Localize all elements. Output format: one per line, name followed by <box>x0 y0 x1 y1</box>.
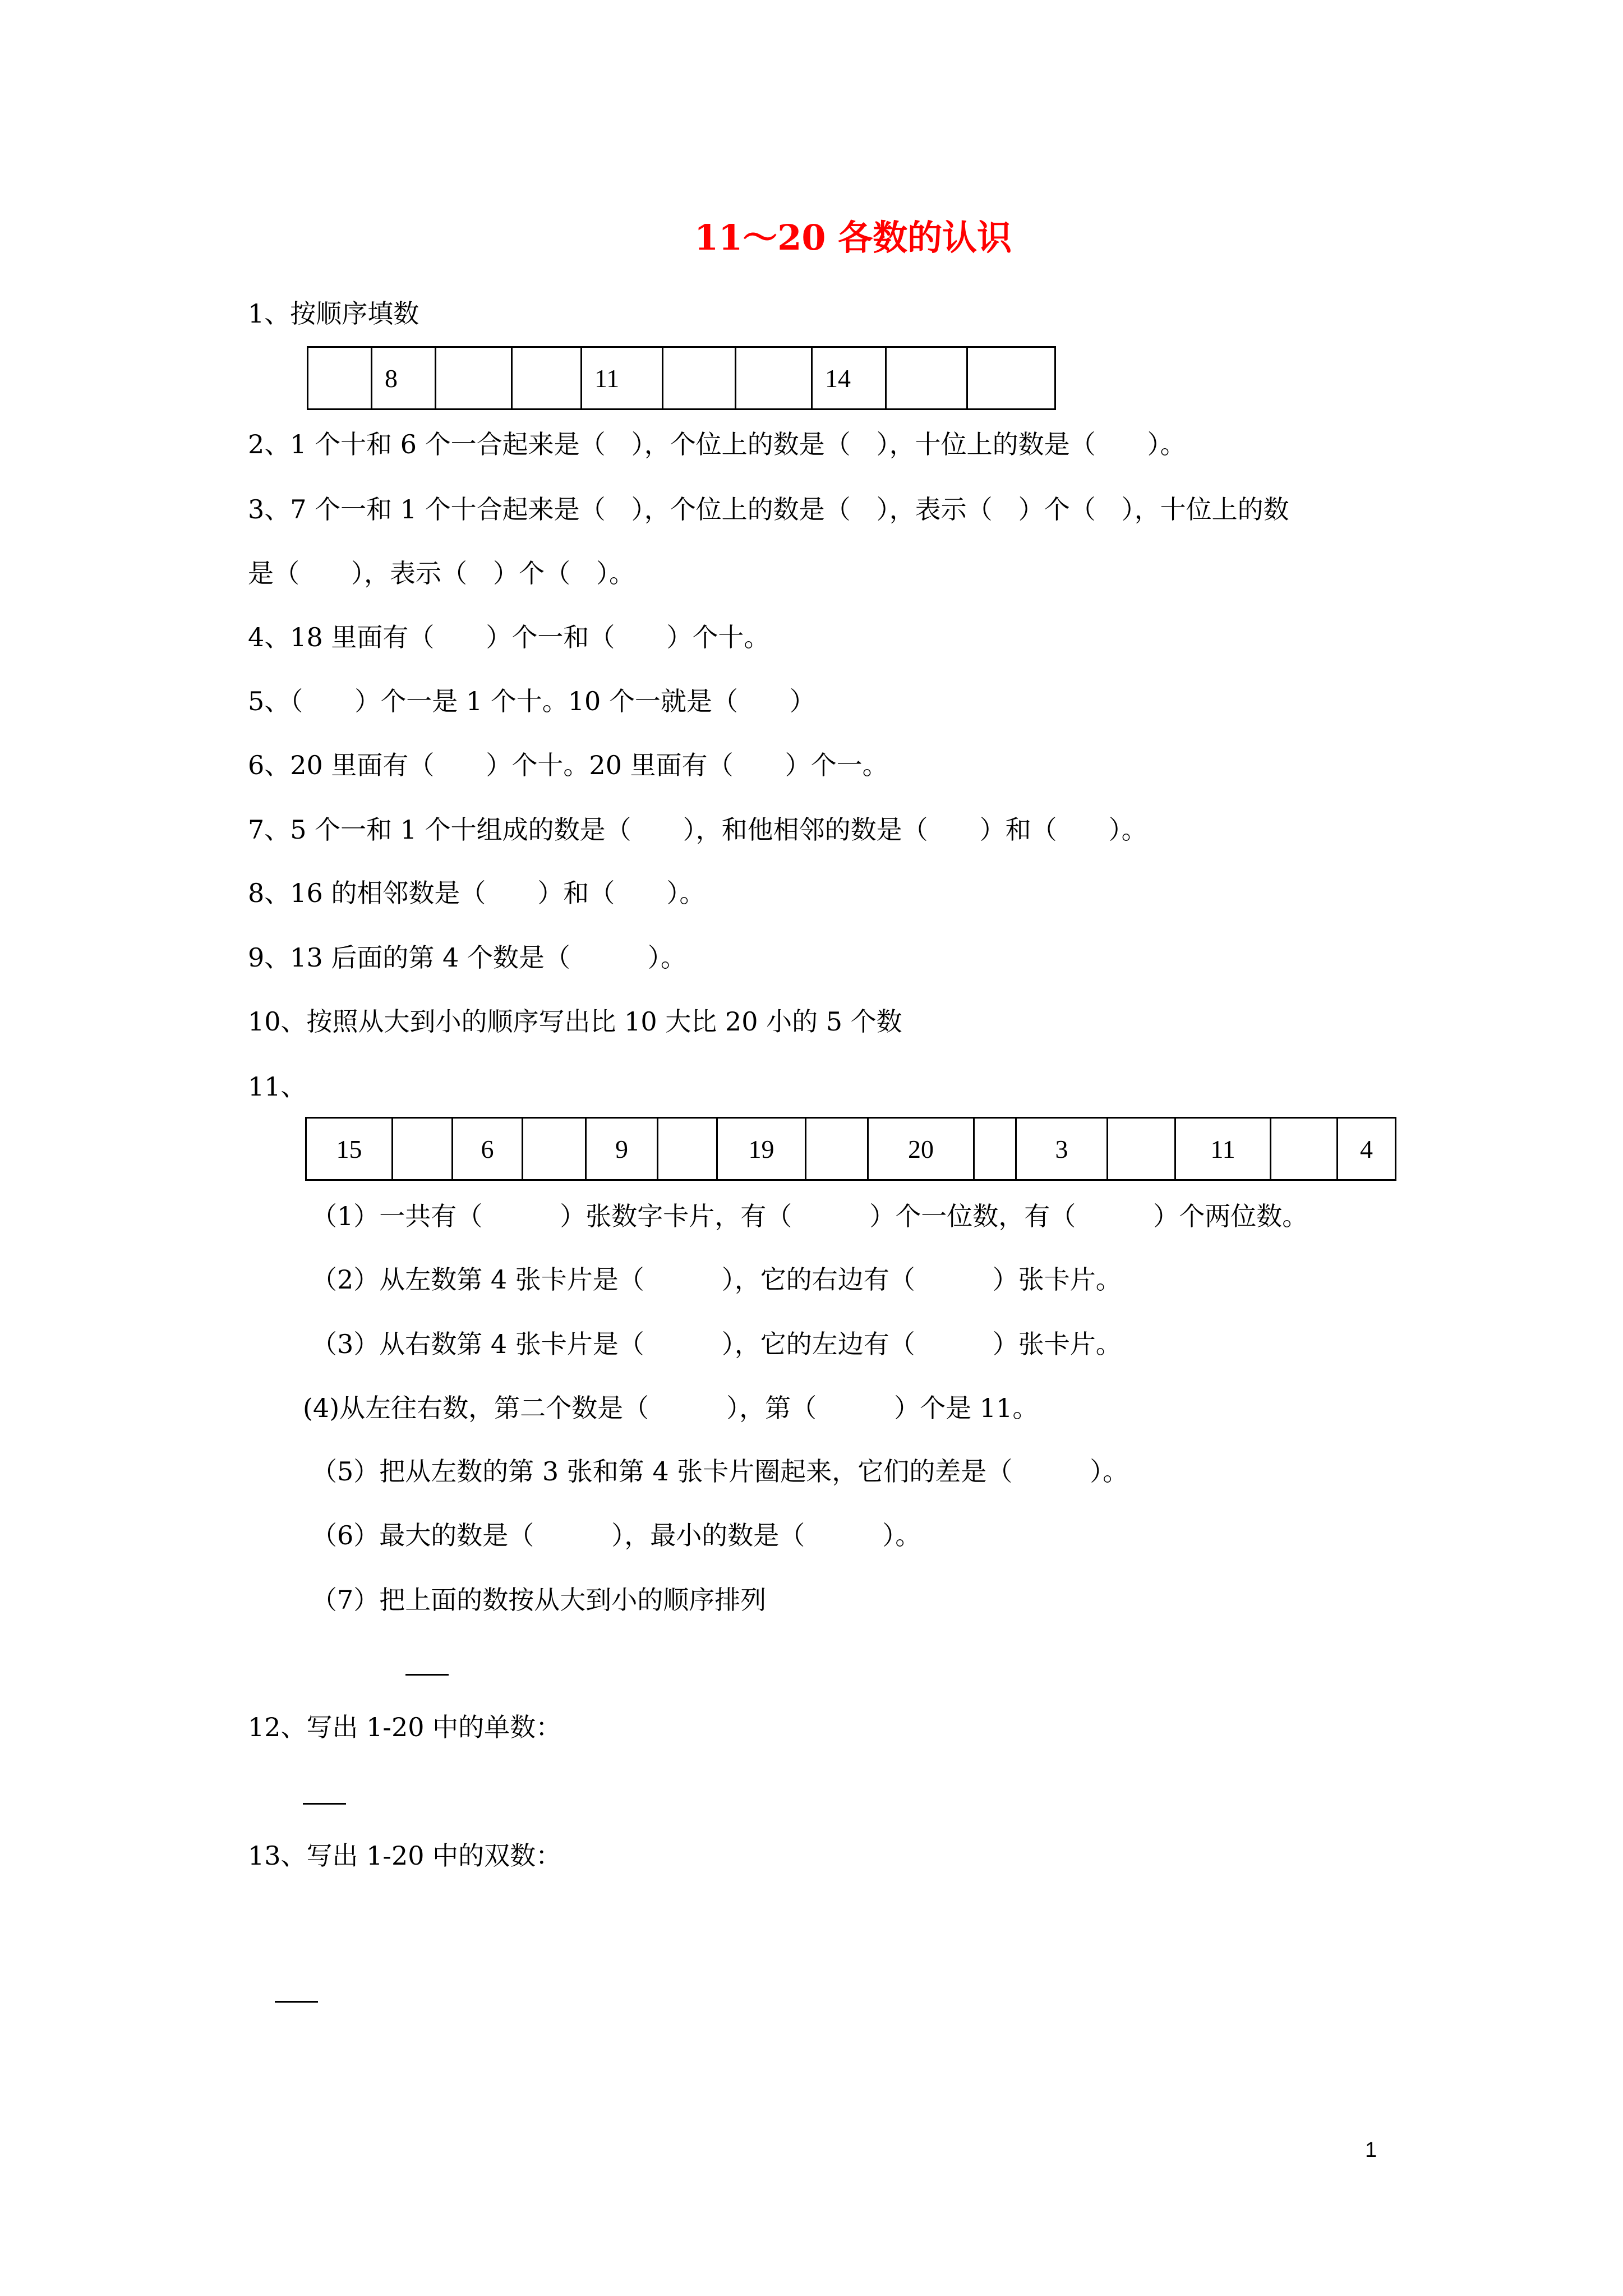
sequence-table <box>307 346 1056 410</box>
question-11-sub-3: （3）从右数第 4 张卡片是（ ），它的左边有（ ）张卡片。 <box>311 1329 1122 1359</box>
question-12: 12、写出 1-20 中的单数： <box>248 1712 562 1742</box>
number-card: 3 <box>1016 1118 1108 1180</box>
question-2: 2、1 个十和 6 个一合起来是（ ），个位上的数是（ ），十位上的数是（ ）。 <box>248 429 1186 459</box>
number-card-gap <box>658 1118 717 1180</box>
question-7: 7、5 个一和 1 个十组成的数是（ ），和他相邻的数是（ ）和（ ）。 <box>248 815 1147 845</box>
answer-line[interactable] <box>275 2001 318 2003</box>
sequence-cell[interactable] <box>512 347 582 409</box>
question-6: 6、20 里面有（ ）个十。20 里面有（ ）个一。 <box>248 750 888 780</box>
number-cards-table <box>305 1117 1396 1181</box>
question-3-line-1: 3、7 个一和 1 个十合起来是（ ），个位上的数是（ ），表示（ ）个（ ），十位上的数 <box>248 494 1289 524</box>
sequence-cell: 8 <box>372 347 436 409</box>
sequence-cell[interactable] <box>663 347 736 409</box>
sequence-cell[interactable] <box>736 347 812 409</box>
question-1-label: 1、按顺序填数 <box>248 298 419 329</box>
number-card: 6 <box>453 1118 523 1180</box>
question-11-sub-2: （2）从左数第 4 张卡片是（ ），它的右边有（ ）张卡片。 <box>311 1264 1122 1295</box>
number-card-gap <box>1271 1118 1338 1180</box>
number-card: 4 <box>1338 1118 1396 1180</box>
sequence-cell[interactable] <box>308 347 372 409</box>
question-11-sub-6: （6）最大的数是（ ），最小的数是（ ）。 <box>311 1520 921 1550</box>
question-10: 10、按照从大到小的顺序写出比 10 大比 20 小的 5 个数 <box>248 1006 902 1037</box>
number-card-gap <box>806 1118 868 1180</box>
question-11-sub-5: （5）把从左数的第 3 张和第 4 张卡片圈起来，它们的差是（ ）。 <box>311 1456 1129 1487</box>
question-11-label: 11、 <box>248 1071 307 1102</box>
question-13: 13、写出 1-20 中的双数： <box>248 1841 562 1871</box>
sequence-cell: 14 <box>812 347 886 409</box>
question-11-sub-4: (4)从左往右数，第二个数是（ ），第（ ）个是 11。 <box>303 1393 1039 1423</box>
number-card: 9 <box>586 1118 658 1180</box>
number-card: 11 <box>1175 1118 1271 1180</box>
question-4: 4、18 里面有（ ）个一和（ ）个十。 <box>248 622 770 652</box>
number-card-gap <box>974 1118 1016 1180</box>
number-card: 19 <box>717 1118 806 1180</box>
answer-line[interactable] <box>405 1674 449 1676</box>
question-9: 9、13 后面的第 4 个数是（ ）。 <box>248 942 686 973</box>
number-card: 15 <box>306 1118 393 1180</box>
answer-line[interactable] <box>303 1803 346 1805</box>
sequence-cell[interactable] <box>886 347 967 409</box>
sequence-cell[interactable] <box>967 347 1055 409</box>
question-5: 5、（ ）个一是 1 个十。10 个一就是（ ） <box>248 686 815 716</box>
number-card-gap <box>1108 1118 1175 1180</box>
question-11-sub-1: （1）一共有（ ）张数字卡片，有（ ）个一位数，有（ ）个两位数。 <box>311 1201 1308 1231</box>
question-11-sub-7: （7）把上面的数按从大到小的顺序排列 <box>311 1585 767 1615</box>
sequence-cell: 11 <box>582 347 663 409</box>
page-title: 11～20 各数的认识 <box>694 217 1012 258</box>
page-number: 1 <box>1365 2138 1377 2162</box>
sequence-cell[interactable] <box>436 347 512 409</box>
number-card-gap <box>393 1118 453 1180</box>
number-card-gap <box>523 1118 586 1180</box>
question-8: 8、16 的相邻数是（ ）和（ ）。 <box>248 878 706 908</box>
number-card: 20 <box>868 1118 974 1180</box>
question-3-line-2: 是（ ），表示（ ）个（ ）。 <box>248 558 635 588</box>
